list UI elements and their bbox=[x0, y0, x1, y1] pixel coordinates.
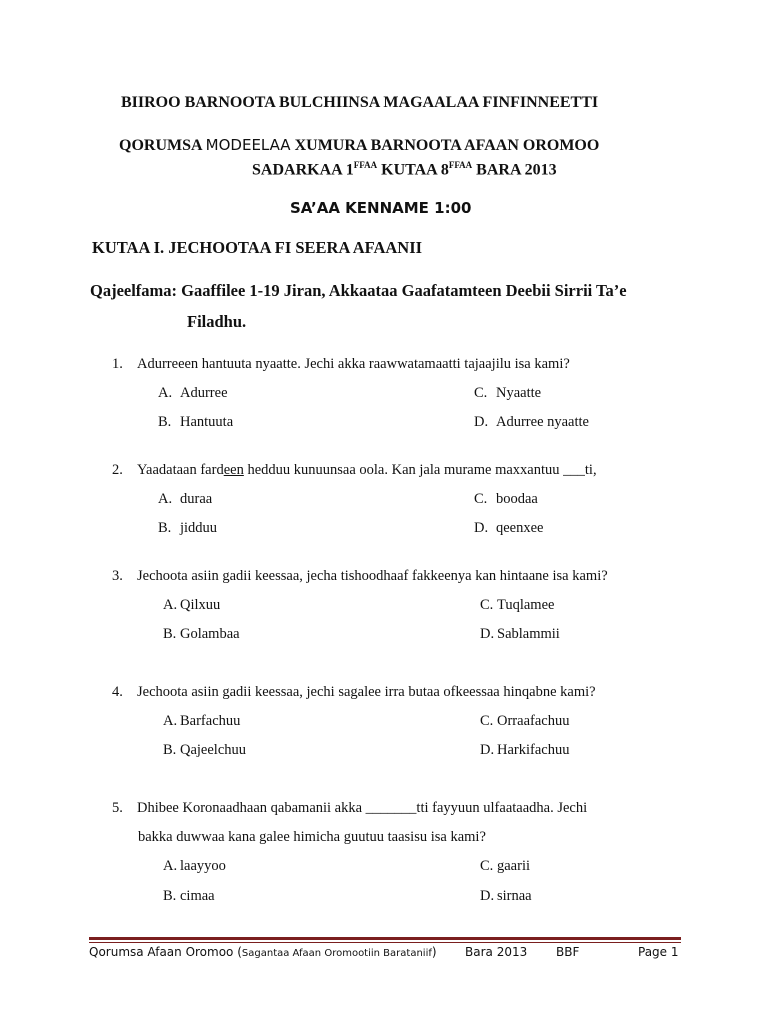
q4-option-a[interactable]: A. Barfachuu bbox=[163, 713, 241, 729]
q4-option-c[interactable]: C. Orraafachuu bbox=[480, 713, 570, 729]
question-2: 2. Yaadataan fardeen hedduu kunuunsaa oola. Kan jala murame maxxantuu ___ti, bbox=[112, 462, 597, 478]
footer-rule-thick bbox=[89, 937, 681, 940]
q3-option-d[interactable]: D. Sablammii bbox=[480, 626, 560, 642]
q4-option-b[interactable]: B. Qajeelchuu bbox=[163, 742, 247, 758]
instruction-line1: Qajeelfama: Gaaffilee 1-19 Jiran, Akkaataa Gaafatamteen Deebii Sirrii Ta’e bbox=[90, 281, 627, 300]
question-5: 5. Dhibee Koronaadhaan qabamanii akka _______tti fayyuun ulfaataadha. Jechi bbox=[112, 800, 588, 816]
section-title: KUTAA I. JECHOOTAA FI SEERA AFAANII bbox=[92, 238, 423, 257]
footer-page-number: Page 1 bbox=[638, 945, 679, 959]
q2-option-d[interactable]: D. qeenxee bbox=[474, 520, 544, 536]
q5-option-d[interactable]: D. sirnaa bbox=[480, 888, 532, 904]
q3-option-a[interactable]: A. Qilxuu bbox=[163, 597, 221, 613]
q1-option-d[interactable]: D. Adurree nyaatte bbox=[474, 414, 589, 430]
q1-option-b[interactable]: B. Hantuuta bbox=[158, 414, 234, 430]
q5-option-c[interactable]: C. gaarii bbox=[480, 858, 531, 874]
time-allowed: SA’AA KENNAME 1:00 bbox=[290, 199, 472, 217]
question-1: 1. Adurreeen hantuuta nyaatte. Jechi akka raawwatamaatti tajaajilu isa kami? bbox=[112, 356, 570, 372]
office-title: BIIROO BARNOOTA BULCHIINSA MAGAALAA FINFINNEETTI bbox=[121, 94, 599, 111]
question-5-cont: bakka duwwaa kana galee himicha guutuu taasisu isa kami? bbox=[138, 829, 486, 845]
footer-exam-name: Qorumsa Afaan Oromoo (Sagantaa Afaan Oromootiin Barataniif) bbox=[89, 945, 437, 959]
q4-option-d[interactable]: D. Harkifachuu bbox=[480, 742, 570, 758]
exam-title: QORUMSA MODEELAA XUMURA BARNOOTA AFAAN OROMOO bbox=[119, 136, 600, 154]
q5-option-b[interactable]: B. cimaa bbox=[163, 888, 215, 904]
q3-option-c[interactable]: C. Tuqlamee bbox=[480, 597, 555, 613]
question-4: 4. Jechoota asiin gadii keessaa, jechi sagalee irra butaa ofkeessaa hinqabne kami? bbox=[112, 684, 596, 700]
footer-rule-thin bbox=[89, 942, 681, 943]
footer-year: Bara 2013 bbox=[465, 945, 528, 959]
q3-option-b[interactable]: B. Golambaa bbox=[163, 626, 240, 642]
q1-option-a[interactable]: A. Adurree bbox=[158, 385, 228, 401]
exam-level: SADARKAA $1^{FFAA}$ KUTAA $8^{FFAA}$ BARA 2013 bbox=[252, 160, 557, 179]
q1-option-c[interactable]: C. Nyaatte bbox=[474, 385, 542, 401]
q2-option-b[interactable]: B. jidduu bbox=[158, 520, 218, 536]
q2-option-a[interactable]: A. duraa bbox=[158, 491, 213, 507]
question-3: 3. Jechoota asiin gadii keessaa, jecha tishoodhaaf fakkeenya kan hintaane isa kami? bbox=[112, 568, 608, 584]
q2-option-c[interactable]: C. boodaa bbox=[474, 491, 538, 507]
instruction-line2: Filadhu. bbox=[187, 312, 247, 331]
q5-option-a[interactable]: A. laayyoo bbox=[163, 858, 226, 874]
footer-org: BBF bbox=[556, 945, 580, 959]
